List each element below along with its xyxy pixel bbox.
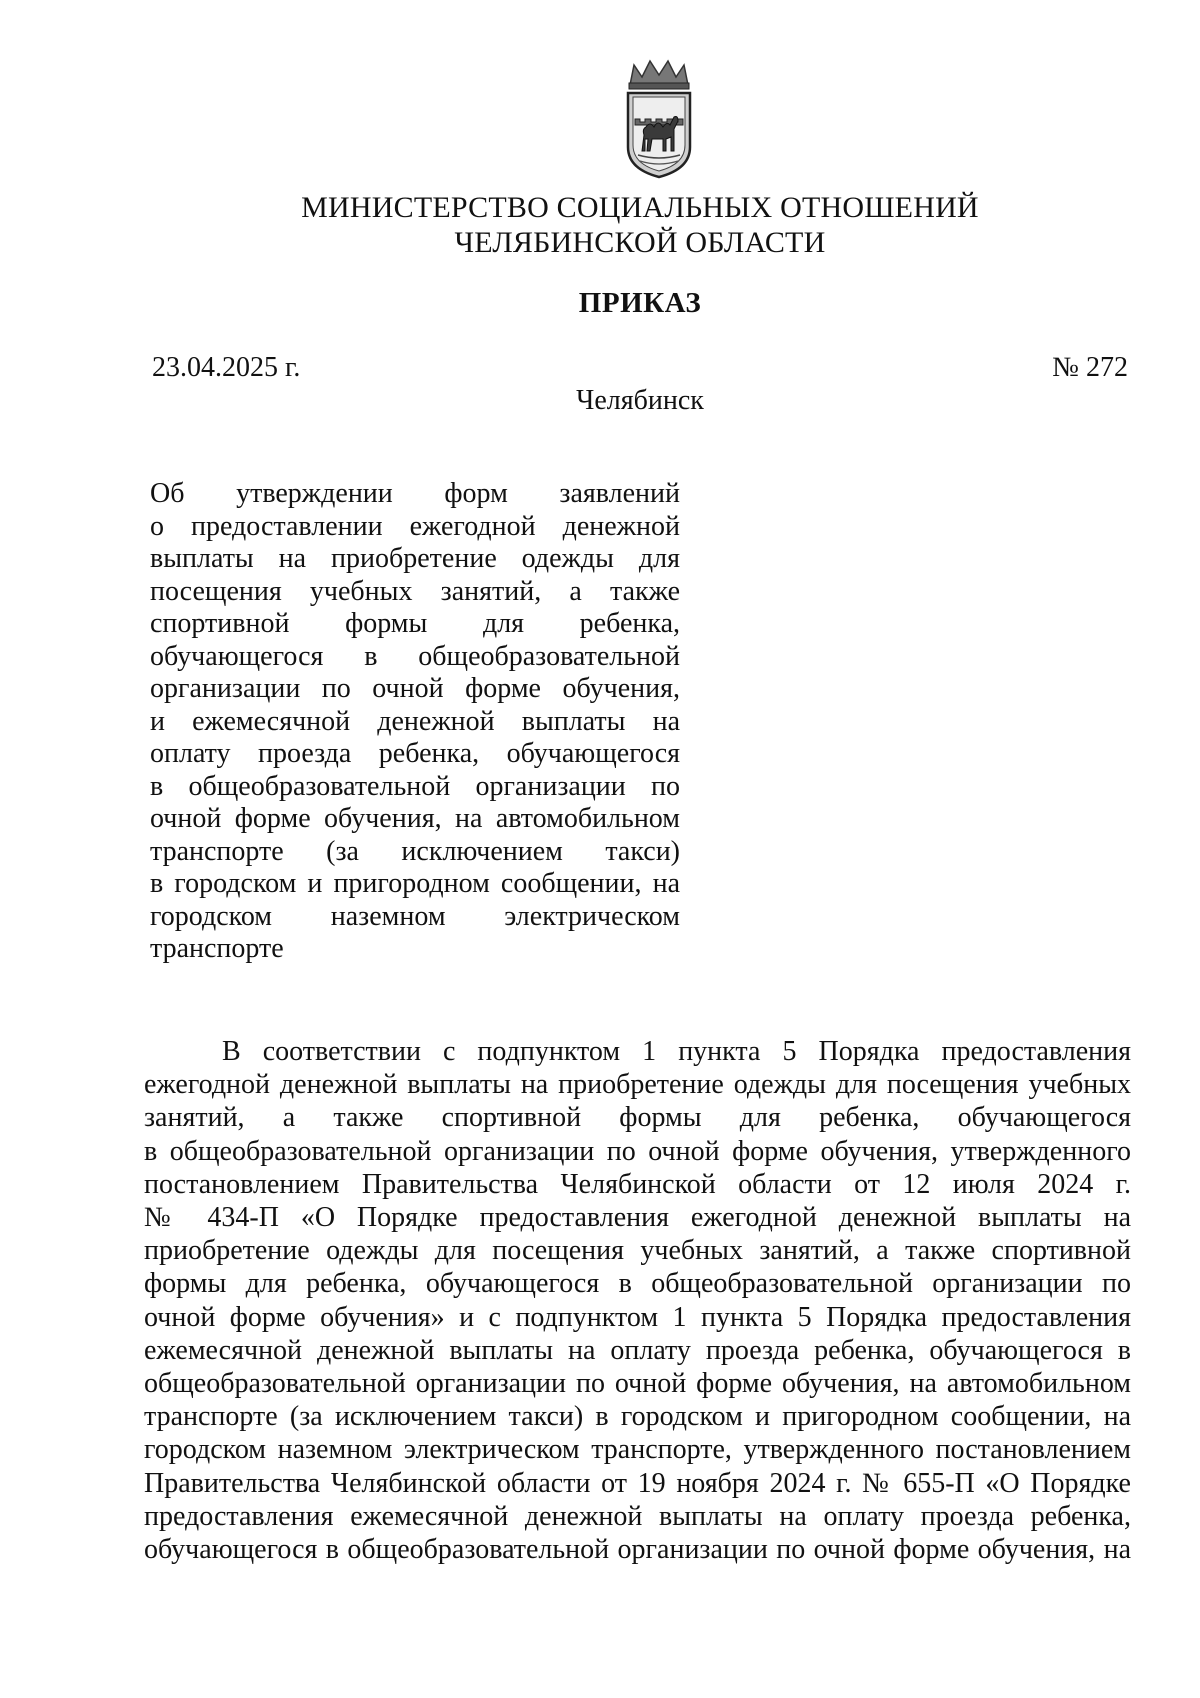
- body-line: ежегодной денежной выплаты на приобретение одежды для посещения учебных: [144, 1069, 1131, 1101]
- document-type-title: ПРИКАЗ: [578, 287, 702, 319]
- body-line: в общеобразовательной организации по очной форме обучения, утвержденного: [144, 1135, 1131, 1167]
- order-subject: [150, 478, 680, 966]
- subject-line: посещения учебных занятий, а также: [150, 575, 680, 607]
- ministry-name-line: МИНИСТЕРСТВО СОЦИАЛЬНЫХ ОТНОШЕНИЙ: [301, 191, 979, 224]
- body-line: Правительства Челябинской области от 19 ноября 2024 г. № 655-П «О Порядке: [144, 1467, 1131, 1499]
- subject-line: обучающегося в общеобразовательной: [150, 640, 680, 672]
- order-city: Челябинск: [576, 385, 704, 416]
- subject-line: Об утверждении форм заявлений: [150, 478, 680, 509]
- chelyabinsk-coat-of-arms-icon: [620, 55, 698, 181]
- subject-line: в городском и пригородном сообщении, на: [150, 868, 680, 899]
- body-line: В соответствии с подпунктом 1 пункта 5 Порядка предоставления: [222, 1036, 1131, 1067]
- body-line: обучающегося в общеобразовательной организации по очной форме обучения, на: [144, 1534, 1131, 1566]
- order-date: 23.04.2025 г.: [152, 352, 301, 383]
- subject-line: в общеобразовательной организации по: [150, 770, 680, 802]
- body-line: формы для ребенка, обучающегося в общеобразовательной организации по: [144, 1268, 1131, 1300]
- order-number: № 272: [1052, 352, 1128, 383]
- body-line: № 434-П «О Порядке предоставления ежегодной денежной выплаты на: [144, 1202, 1131, 1234]
- subject-line: спортивной формы для ребенка,: [150, 608, 680, 639]
- subject-line: выплаты на приобретение одежды для: [150, 543, 680, 574]
- body-line: очной форме обучения» и с подпунктом 1 пункта 5 Порядка предоставления: [144, 1301, 1131, 1333]
- subject-line: оплату проезда ребенка, обучающегося: [150, 738, 680, 769]
- body-line: городском наземном электрическом транспорте, утвержденного постановлением: [144, 1434, 1131, 1466]
- subject-line: городском наземном электрическом: [150, 900, 680, 932]
- subject-line: очной форме обучения, на автомобильном: [150, 803, 680, 834]
- body-line: приобретение одежды для посещения учебных занятий, а также спортивной: [144, 1235, 1131, 1267]
- body-line: занятий, а также спортивной формы для ребенка, обучающегося: [144, 1102, 1131, 1134]
- body-line: общеобразовательной организации по очной форме обучения, на автомобильном: [144, 1368, 1131, 1400]
- ministry-name-line: ЧЕЛЯБИНСКОЙ ОБЛАСТИ: [454, 226, 826, 259]
- ministry-name: [200, 190, 1080, 260]
- subject-line: и ежемесячной денежной выплаты на: [150, 705, 680, 737]
- subject-line: организации по очной форме обучения,: [150, 673, 680, 704]
- body-line: предоставления ежемесячной денежной выплаты на оплату проезда ребенка,: [144, 1500, 1131, 1532]
- subject-line: о предоставлении ежегодной денежной: [150, 510, 680, 542]
- subject-line: транспорте: [150, 933, 284, 964]
- subject-line: транспорте (за исключением такси): [150, 835, 680, 867]
- order-preamble: [144, 1035, 1131, 1566]
- body-line: транспорте (за исключением такси) в городском и пригородном сообщении, на: [144, 1401, 1131, 1433]
- body-line: ежемесячной денежной выплаты на оплату проезда ребенка, обучающегося в: [144, 1334, 1131, 1366]
- body-line: постановлением Правительства Челябинской области от 12 июля 2024 г.: [144, 1168, 1131, 1200]
